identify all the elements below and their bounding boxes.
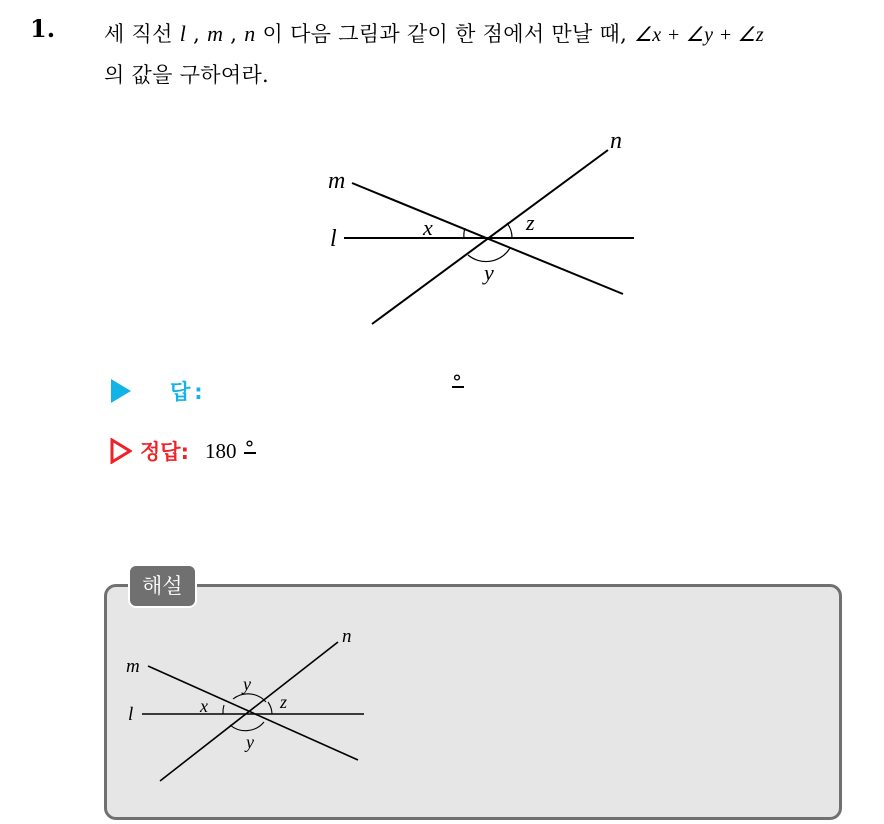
answer-label: 답: xyxy=(170,380,207,404)
solution-line-n xyxy=(160,642,338,781)
question-text-part2: 이 다음 그림과 같이 한 점에서 만날 때, xyxy=(255,22,635,46)
solution-arc-z xyxy=(268,702,272,714)
correct-unit: ° xyxy=(244,436,255,460)
filled-triangle-icon xyxy=(110,378,132,404)
correct-row xyxy=(110,436,256,466)
comma-1: , xyxy=(186,22,208,46)
solution-label-n: n xyxy=(342,626,352,647)
label-l: l xyxy=(330,226,337,252)
solution-label-l: l xyxy=(128,704,134,725)
solution-label-x: x xyxy=(200,696,208,716)
label-m: m xyxy=(328,168,346,194)
arc-x xyxy=(464,228,465,238)
var-n: n xyxy=(244,21,256,46)
solution-label-y-top: y xyxy=(243,674,251,694)
correct-label: 정답: xyxy=(140,440,189,464)
label-z: z xyxy=(526,210,535,235)
outline-triangle-icon xyxy=(110,438,132,464)
solution-label-z: z xyxy=(280,692,288,712)
var-m: m xyxy=(207,21,224,46)
comma-2: , xyxy=(223,22,245,46)
question-number: 1. xyxy=(30,14,56,43)
solution-tag: 해설 xyxy=(128,564,197,608)
label-x: x xyxy=(423,215,433,240)
solution-arc-y-top xyxy=(233,694,266,702)
var-l: l xyxy=(179,21,187,46)
correct-value: 180 xyxy=(204,438,237,463)
solution-figure xyxy=(120,624,370,789)
label-y: y xyxy=(484,260,494,285)
solution-label-y-bottom: y xyxy=(246,732,254,752)
question-text xyxy=(104,14,874,95)
answer-row xyxy=(110,370,462,406)
question-text-part3: 의 값을 구하여라. xyxy=(104,63,270,87)
answer-unit: ° xyxy=(452,370,462,394)
solution-arc-x xyxy=(223,705,224,714)
solution-label-m: m xyxy=(126,656,140,677)
question-text-part1: 세 직선 xyxy=(104,22,180,46)
angle-expression: ∠x + ∠y + ∠z xyxy=(634,24,764,46)
lines-figure xyxy=(320,120,650,335)
arc-z xyxy=(507,223,512,238)
label-n: n xyxy=(610,128,622,154)
